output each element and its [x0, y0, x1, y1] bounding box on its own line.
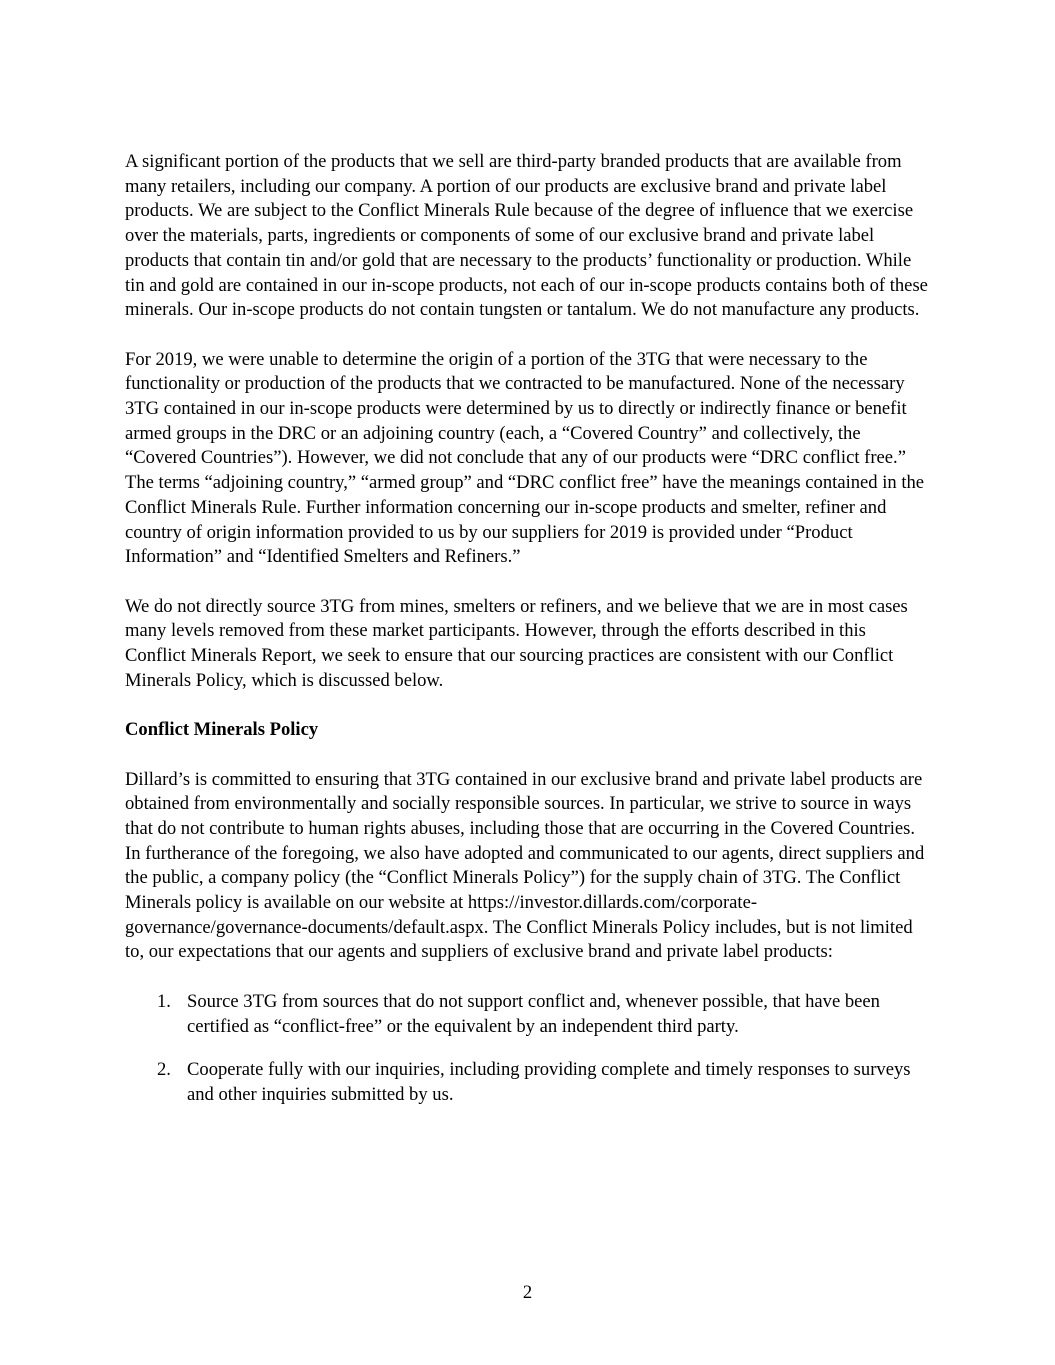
list-item-number: 1. [157, 990, 171, 1012]
list-item [125, 1058, 930, 1107]
list-item-number: 2. [157, 1059, 171, 1081]
paragraph-policy: Dillard’s is committed to ensuring that 3TG contained in our exclusive brand and private label products are obtained from environmentally and socially responsible sources. In particular, we strive to source in ways that do not contribute to human rights abuses, including those that are occurring in the Covered Countries. In furtherance of the foregoing, we also have adopted and communicated to our agents, direct suppliers and the public, a company policy (the “Conflict Minerals Policy”) for the supply chain of 3TG. The Conflict Minerals policy is available on our website at https://investor.dillards.com/corporate-governance/governance-documents/default.aspx. The Conflict Minerals Policy includes, but is not limited to, our expectations that our agents and suppliers of exclusive brand and private label products: [125, 768, 925, 963]
list-item [125, 990, 930, 1039]
paragraph-scope: A significant portion of the products that we sell are third-party branded products that are available from many retailers, including our company. A portion of our products are exclusive brand and private label products. We are subject to the Conflict Minerals Rule because of the degree of influence that we exercise over the materials, parts, ingredients or components of some of our exclusive brand and private label products that contain tin and/or gold that are necessary to the products’ functionality or production. While tin and gold are contained in our in-scope products, not each of our in-scope products contains both of these minerals. Our in-scope products do not contain tungsten or tantalum. We do not manufacture any products. [125, 151, 928, 321]
paragraph-origin-determination: For 2019, we were unable to determine the origin of a portion of the 3TG that were necessary to the functionality or production of the products that we contracted to be manufactured. None of the necessary 3TG contained in our in-scope products were determined by us to directly or indirectly finance or benefit armed groups in the DRC or an adjoining country (each, a “Covered Country” and collectively, the “Covered Countries”). However, we did not conclude that any of our products were “DRC conflict free.” The terms “adjoining country,” “armed group” and “DRC conflict free” have the meanings contained in the Conflict Minerals Rule. Further information concerning our in-scope products and smelter, refiner and country of origin information provided to us by our suppliers for 2019 is provided under “Product Information” and “Identified Smelters and Refiners.” [125, 348, 925, 568]
section-heading: Conflict Minerals Policy [125, 719, 319, 741]
list-item-text: Cooperate fully with our inquiries, including providing complete and timely responses to surveys and other inquiries submitted by us. [187, 1059, 911, 1105]
document-body [125, 150, 930, 1127]
expectations-list [125, 990, 930, 1108]
page-number: 2 [522, 1282, 533, 1303]
list-item-text: Source 3TG from sources that do not support conflict and, whenever possible, that have been certified as “conflict-free” or the equivalent by an independent third party. [187, 990, 880, 1037]
paragraph-sourcing: We do not directly source 3TG from mines, smelters or refiners, and we believe that we are in most cases many levels removed from these market participants. However, through the efforts described in this Conflict Minerals Report, we seek to ensure that our sourcing practices are consistent with our Conflict Minerals Policy, which is discussed below. [125, 595, 908, 691]
